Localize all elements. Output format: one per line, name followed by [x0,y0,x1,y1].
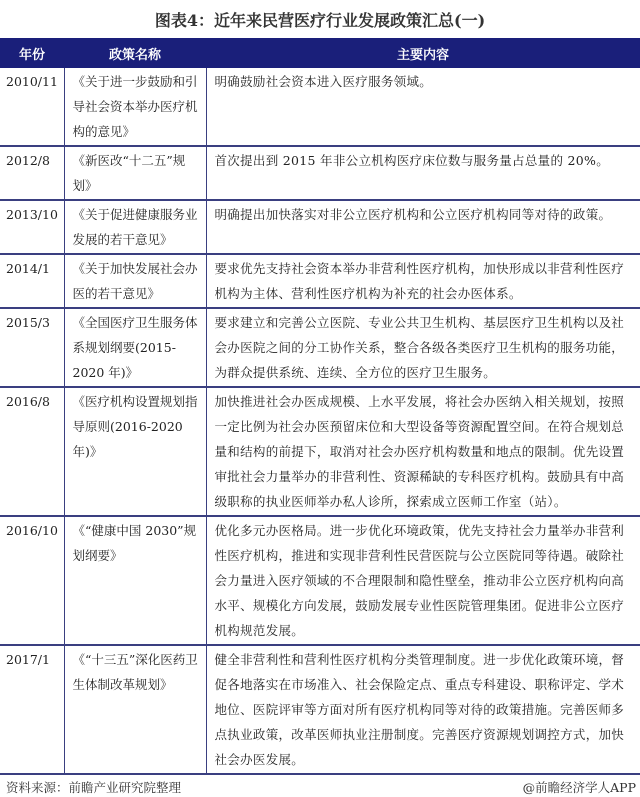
row-content: 健全非营利性和营利性医疗机构分类管理制度。进一步优化政策环境，督促各地落实在市场准入、社会保险定点、重点专科建设、职称评定、学术地位、医院评审等方面对所有医疗机构同等对待的政策措施。完善医师多点执业政策，改革医师执业注册制度。完善医疗资源规划调控方式，加快社会办医发展。 [206,645,640,774]
header-year: 年份 [0,38,64,68]
row-year: 2010/11 [0,68,64,146]
table-row [0,645,640,774]
header-name: 政策名称 [64,38,206,68]
row-content: 明确提出加快落实对非公立医疗机构和公立医疗机构同等对待的政策。 [206,200,640,254]
row-policy-name: 《关于加快发展社会办医的若干意见》 [64,254,206,308]
row-content: 优化多元办医格局。进一步优化环境政策，优先支持社会力量举办非营利性医疗机构，推进和实现非营利性民营医院与公立医院同等待遇。破除社会力量进入医疗领域的不合理限制和隐性壁垒，推动非公立医疗机构向高水平、规模化方向发展，鼓励发展专业性医院管理集团。促进非公立医疗机构规范发展。 [206,516,640,645]
table-row [0,516,640,645]
row-content: 加快推进社会办医成规模、上水平发展，将社会办医纳入相关规划，按照一定比例为社会办医预留床位和大型设备等资源配置空间。在符合规划总量和结构的前提下，取消对社会办医疗机构数量和地点的限制。优先设置审批社会力量举办的非营利性、资源稀缺的专科医疗机构。鼓励具有中高级职称的执业医师举办私人诊所，探索成立医师工作室（站）。 [206,387,640,516]
row-year: 2016/10 [0,516,64,645]
row-year: 2012/8 [0,146,64,200]
table-row [0,387,640,516]
row-content: 要求优先支持社会资本举办非营利性医疗机构，加快形成以非营利性医疗机构为主体、营利性医疗机构为补充的社会办医体系。 [206,254,640,308]
table-row [0,308,640,387]
row-year: 2017/1 [0,645,64,774]
row-policy-name: 《医疗机构设置规划指导原则(2016-2020 年)》 [64,387,206,516]
table-row [0,254,640,308]
row-policy-name: 《关于促进健康服务业发展的若干意见》 [64,200,206,254]
row-policy-name: 《新医改“十二五”规划》 [64,146,206,200]
row-policy-name: 《“十三五”深化医药卫生体制改革规划》 [64,645,206,774]
row-year: 2015/3 [0,308,64,387]
row-content: 要求建立和完善公立医院、专业公共卫生机构、基层医疗卫生机构以及社会办医院之间的分工协作关系，整合各级各类医疗卫生机构的服务功能，为群众提供系统、连续、全方位的医疗卫生服务。 [206,308,640,387]
row-year: 2013/10 [0,200,64,254]
policy-table [0,38,640,775]
table-row [0,200,640,254]
table-row [0,146,640,200]
table-header-row [0,38,640,68]
credit: @前瞻经济学人APP [522,780,636,795]
row-policy-name: 《关于进一步鼓励和引导社会资本举办医疗机构的意见》 [64,68,206,146]
row-content: 首次提出到 2015 年非公立机构医疗床位数与服务量占总量的 20%。 [206,146,640,200]
row-year: 2014/1 [0,254,64,308]
header-content: 主要内容 [206,38,640,68]
row-policy-name: 《“健康中国 2030”规划纲要》 [64,516,206,645]
row-content: 明确鼓励社会资本进入医疗服务领域。 [206,68,640,146]
row-policy-name: 《全国医疗卫生服务体系规划纲要(2015-2020 年)》 [64,308,206,387]
row-year: 2016/8 [0,387,64,516]
source-note: 资料来源：前瞻产业研究院整理 [6,780,182,795]
table-row [0,68,640,146]
footer [0,775,640,797]
page-title: 图表4：近年来民营医疗行业发展政策汇总(一) [154,11,486,30]
